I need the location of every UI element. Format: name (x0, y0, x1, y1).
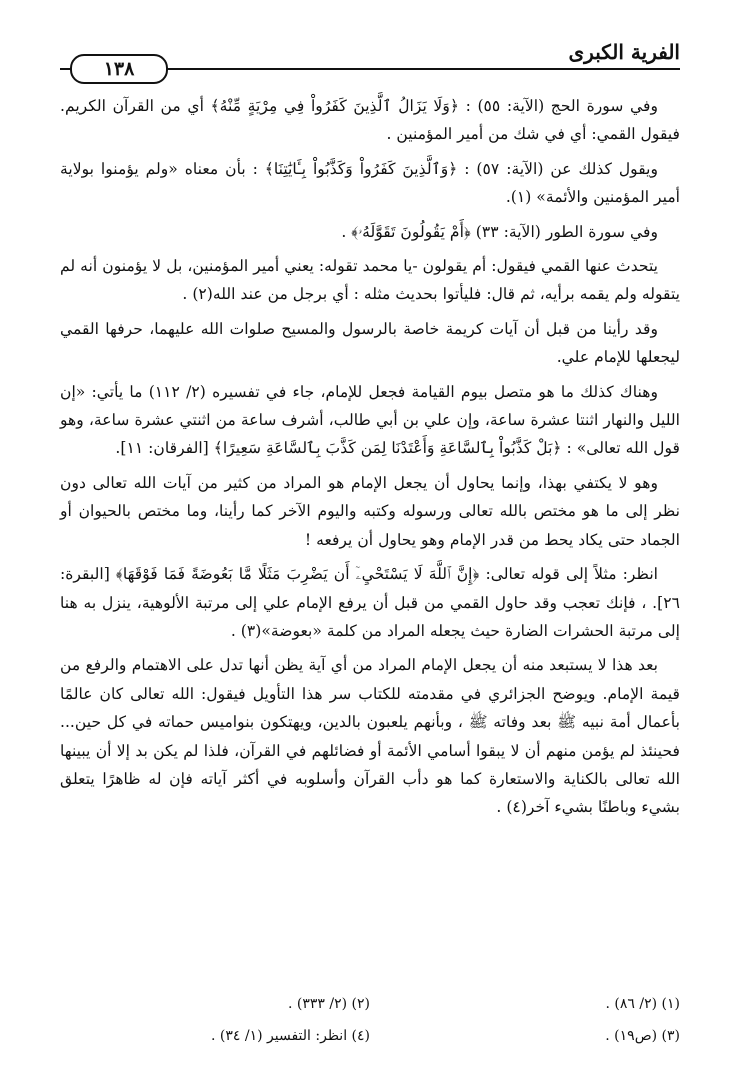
paragraph: وقد رأينا من قبل أن آيات كريمة خاصة بالرسول والمسيح صلوات الله عليهما، حرفها القمي ليجعلها للإمام علي. (60, 319, 680, 367)
footnote-1: (١) (٢/ ٨٦) . (605, 996, 680, 1012)
page-header (60, 38, 680, 78)
paragraph: بعد هذا لا يستبعد منه أن يجعل الإمام المراد من أي آية يظن أنها تدل على الاهتمام والرفع من قيمة الإمام. ويوضح الجزائري في مقدمته للكتاب سر هذا التأويل فيقول: الله تعالى كان عالمًا بأعمال أمة نبيه ﷺ بعد وفاته ﷺ ، وبأنهم يلعبون بالدين، ويهتكون بنواميس حماته في كل حين... فحينئذ لم يؤمن منهم أن لا يبقوا أسامي الأئمة أو فضائلهم في القرآن، فلذا لم يكن بد إلا أن يبينها الله تعالى بالكناية والاستعارة كما هو دأب القرآن وأسلوبه في أكثر آياته فإن له ظاهرًا يتعلق بشيء وباطنًا بشيء آخر(٤) . (60, 656, 680, 817)
footnote-2: (٢) (٢/ ٣٣٣) . (287, 996, 370, 1012)
footnote-4: (٤) انظر: التفسير (١/ ٣٤) . (210, 1028, 370, 1044)
footnotes (60, 988, 680, 1052)
paragraph: وفي سورة الطور (الآية: ٣٣) ﴿أَمْ يَقُولُونَ تَقَوَّلَهُۥ﴾ . (341, 222, 658, 241)
paragraph: يتحدث عنها القمي فيقول: أم يقولون -يا محمد تقوله: يعني أمير المؤمنين، بل لا يؤمنون أنه لم يتقوله ولم يقمه برأيه، ثم قال: فليأتوا بحديث مثله : أي برجل من عند الله(٢) . (60, 257, 680, 304)
footnote-3: (٣) (ص١٩) . (605, 1028, 680, 1044)
page-number: ١٣٨ (70, 54, 168, 84)
paragraph: انظر: مثلاً إلى قوله تعالى: ﴿إِنَّ ٱللَّهَ لَا يَسْتَحْيِۦٓ أَن يَضْرِبَ مَثَلًا مَّا بَعُوضَةً فَمَا فَوْقَهَا﴾ [البقرة: ٢٦]. ، فإنك تعجب وقد حاول القمي من قبل أن يرفع الإمام علي إلى مرتبة الألوهية، ينزل به هنا إلى مرتبة الحشرات الضارة حيث يجعله المراد من كلمة «بعوضة»(٣) . (60, 565, 680, 640)
footnote-row (60, 988, 680, 1020)
paragraph: وفي سورة الحج (الآية: ٥٥) : ﴿وَلَا يَزَالُ ٱلَّذِينَ كَفَرُواْ فِي مِرْيَةٍ مِّنْهُ﴾ أي من القرآن الكريم. فيقول القمي: أي في شك من أمير المؤمنين . (60, 97, 680, 144)
footnote-row (60, 1020, 680, 1052)
paragraph: وهو لا يكتفي بهذا، وإنما يحاول أن يجعل الإمام هو المراد من كثير من آيات الله تعالى دون نظر إلى ما هو مختص بالله تعالى ورسوله وكتبه واليوم الآخر كما رأينا، وما مختص بالحيوان أو الجماد حتى يكاد يحط من قدر الإمام وهو يحاول أن يرفعه ! (60, 473, 680, 549)
body-text (60, 92, 680, 952)
paragraph: ويقول كذلك عن (الآية: ٥٧) : ﴿وَٱلَّذِينَ كَفَرُواْ وَكَذَّبُواْ بِـَٔايَٰتِنَا﴾ : بأن معناه «ولم يؤمنوا بولاية أمير المؤمنين والأئمة» (١). (60, 159, 680, 207)
paragraph: وهناك كذلك ما هو متصل بيوم القيامة فجعل للإمام، جاء في تفسيره (٢/ ١١٢) ما يأتي: «إن الليل والنهار اثنتا عشرة ساعة، وإن علي بن أبي طالب، أشرف ساعة من اثنتي عشرة ساعة، وهو قول الله تعالى» : ﴿بَلْ كَذَّبُواْ بِٱلسَّاعَةِ وَأَعْتَدْنَا لِمَن كَذَّبَ بِٱلسَّاعَةِ سَعِيرًا﴾ [الفرقان: ١١]. (60, 382, 680, 458)
running-title: الفرية الكبرى (568, 40, 680, 64)
